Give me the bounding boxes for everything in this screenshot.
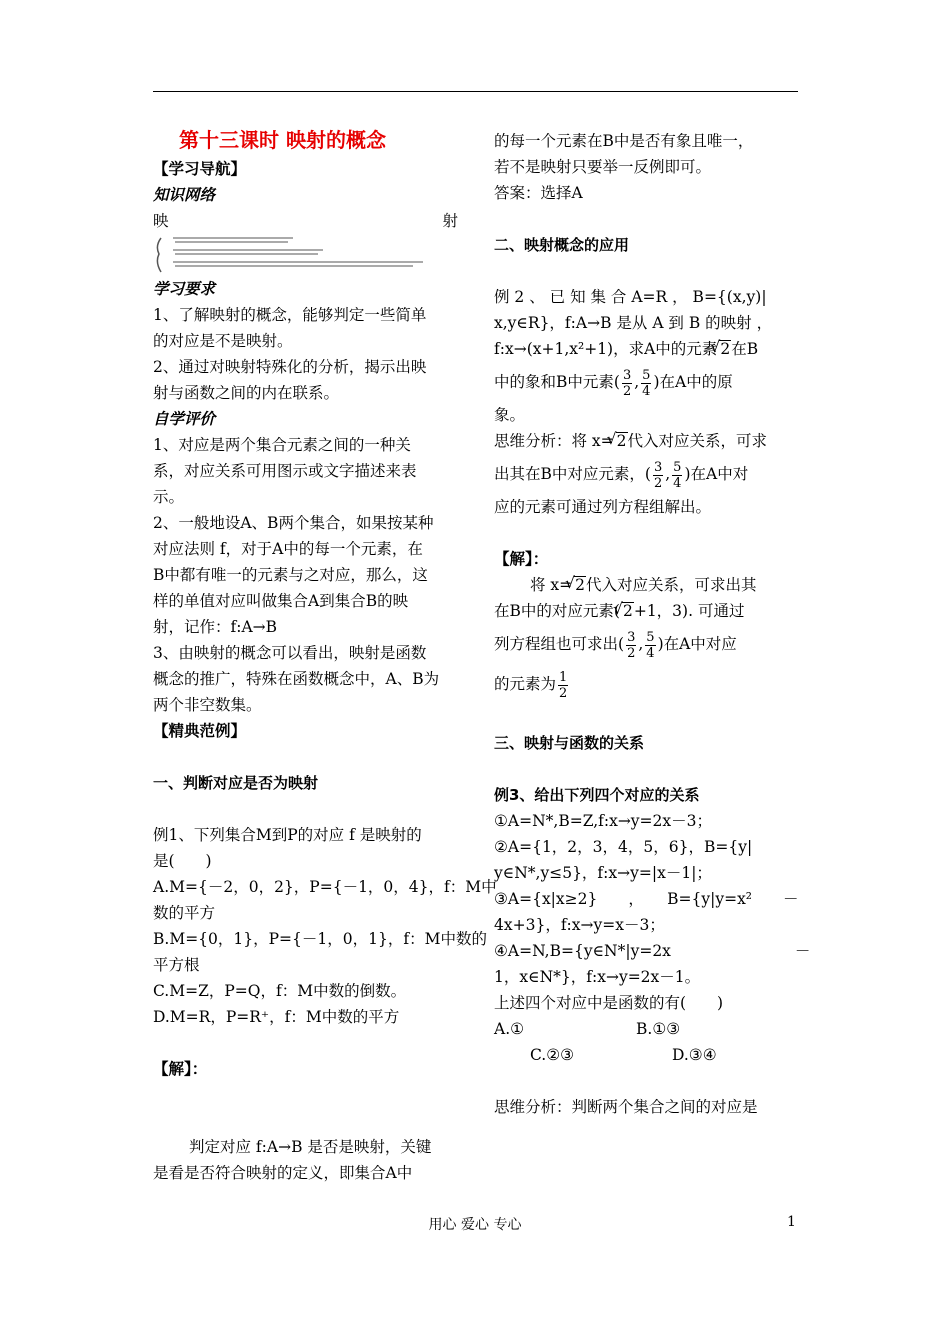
req-line: 2、通过对映射特殊化的分析，揭示出映	[153, 358, 427, 376]
fraction: $\frac{3}{2}$	[653, 459, 663, 491]
fraction: $\frac{1}{2}$	[559, 669, 568, 701]
solution-label: 【解】：	[494, 549, 549, 568]
text-line: 系，对应关系可用图示或文字描述来表	[153, 462, 417, 480]
text-line: 两个非空数集。	[153, 696, 262, 714]
page-number: 1	[787, 1214, 796, 1230]
left-column	[153, 124, 497, 1186]
sqrt-symbol: √ 2	[574, 576, 586, 593]
text-line: 对应法则 f，对于A中的每一个元素，在	[153, 540, 423, 558]
case-line: ①A=N*,B=Z,f:x→y=2x－3；	[494, 812, 713, 830]
fraction: $\frac{5}{4}$	[673, 459, 682, 491]
option-b: B.①③	[636, 1020, 681, 1038]
network-left: 映	[153, 212, 169, 230]
example-line: 是( )	[153, 852, 212, 870]
section-nav-label: 【学习导航】	[153, 159, 247, 178]
req-line: 射与函数之间的内在联系。	[153, 384, 340, 402]
case-line: ④A=N,B={y∈N*|y=2x －	[494, 942, 811, 960]
self-eval-label: 自学评价	[153, 409, 216, 428]
fraction: $\frac{5}{4}$	[642, 367, 651, 399]
solution-line: 列方程组也可求出( $\frac{3}{2}$ , $\frac{5}{4}$ )在A中对应	[494, 629, 737, 661]
option-b: 平方根	[153, 956, 200, 974]
option-d: D.M=R，P=R⁺，f：M中数的平方	[153, 1008, 400, 1026]
case-line: 4x+3}，f:x→y=x－3；	[494, 916, 665, 934]
example-line: f:x→(x+1,x²+1)，求A中的元素√ 2在B	[494, 336, 799, 362]
case-line: ③A={x|x≥2} ， B={y|y=x² －	[494, 890, 799, 908]
sqrt-symbol: √ 2	[622, 602, 634, 619]
text-line: 的每一个元素在B中是否有象且唯一，	[494, 132, 754, 150]
example-line: 例1、下列集合M到P的对应 f 是映射的	[153, 826, 422, 844]
examples-label: 【精典范例】	[153, 721, 247, 740]
network-right: 射	[442, 212, 458, 230]
question-line: 上述四个对应中是函数的有( )	[494, 994, 724, 1012]
case-line: ②A={1，2，3，4，5，6}，B={y|	[494, 838, 753, 856]
example-heading: 例3、给出下列四个对应的关系	[494, 786, 700, 804]
analysis-line: 思维分析：判断两个集合之间的对应是	[494, 1098, 758, 1116]
right-column	[494, 128, 811, 1120]
fraction: $\frac{5}{4}$	[646, 629, 655, 661]
network-row	[153, 208, 458, 234]
analysis-line: 思维分析：将 x=√ 2代入对应关系，可求	[494, 428, 799, 454]
example-line: 中的象和B中元素( $\frac{3}{2}$ , $\frac{5}{4}$ )在A中的原	[494, 367, 733, 399]
text-line: 若不是映射只要举一反例即可。	[494, 158, 712, 176]
solution-line: 在B中的对应元素(√ 2+1，3). 可通过	[494, 598, 799, 624]
sqrt-symbol: √ 2	[616, 432, 628, 449]
example-line: x,y∈R}，f:A→B 是从 A 到 B 的映射 ，	[494, 314, 773, 332]
text-line: B中都有唯一的元素与之对应，那么，这	[153, 566, 428, 584]
example-line: 例 2 、 已 知 集 合 A=R ， B={(x,y)|	[494, 288, 767, 306]
footer-text: 用心 爱心 专心	[428, 1217, 522, 1233]
case-line: 1，x∈N*}，f:x→y=2x－1。	[494, 968, 701, 986]
option-c: C.M=Z，P=Q，f：M中数的倒数。	[153, 982, 407, 1000]
solution-line: 将 x=√ 2代入对应关系，可求出其	[494, 572, 799, 598]
network-label: 知识网络	[153, 185, 216, 204]
text-line: 概念的推广，特殊在函数概念中，A、B为	[153, 670, 440, 688]
section-heading: 二、映射概念的应用	[494, 236, 630, 254]
options-row	[494, 1042, 799, 1068]
fraction: $\frac{3}{2}$	[622, 367, 632, 399]
solution-line: 是看是否符合映射的定义，即集合A中	[153, 1164, 413, 1182]
section-heading: 一、判断对应是否为映射	[153, 774, 319, 792]
option-c: C.②③	[530, 1046, 575, 1064]
text-line: 示。	[153, 488, 185, 506]
text-line: 样的单值对应叫做集合A到集合B的映	[153, 592, 409, 610]
option-b: B.M={0，1}，P={－1，0，1}，f：M中数的	[153, 930, 487, 948]
text-line: 射，记作：f:A→B	[153, 618, 278, 636]
answer-line: 答案：选择A	[494, 184, 583, 202]
text-line: 1、对应是两个集合元素之间的一种关	[153, 436, 411, 454]
solution-label: 【解】：	[153, 1059, 208, 1078]
option-a: A.M={－2，0，2}，P={－1，0，4}，f：M中	[153, 878, 497, 896]
text-line: 3、由映射的概念可以看出，映射是函数	[153, 644, 427, 662]
analysis-line: 出其在B中对应元素，( $\frac{3}{2}$ , $\frac{5}{4}$ )在A中对	[494, 459, 749, 491]
option-a: 数的平方	[153, 904, 216, 922]
solution-line: 的元素为 $\frac{1}{2}$	[494, 669, 568, 701]
sqrt-symbol: √ 2	[719, 340, 731, 357]
requirements-label: 学习要求	[153, 279, 216, 298]
options-row	[494, 1016, 799, 1042]
analysis-line: 应的元素可通过列方程组解出。	[494, 498, 712, 516]
fraction: $\frac{3}{2}$	[627, 629, 636, 661]
example-line: 象。	[494, 406, 526, 424]
req-line: 的对应是不是映射。	[153, 332, 293, 350]
case-line: y∈N*,y≤5}，f:x→y=|x－1|；	[494, 864, 712, 882]
option-a: A.①	[494, 1020, 525, 1038]
page-title: 第十三课时 映射的概念	[179, 128, 386, 152]
req-line: 1、了解映射的概念，能够判定一些简单	[153, 306, 427, 324]
section-heading: 三、映射与函数的关系	[494, 734, 645, 752]
option-d: D.③④	[672, 1046, 717, 1064]
text-line: 2、一般地设A、B两个集合，如果按某种	[153, 514, 434, 532]
header-rule	[153, 91, 798, 92]
solution-line: 判定对应 f:A→B 是否是映射，关键	[189, 1138, 432, 1156]
network-diagram-image	[153, 234, 458, 276]
